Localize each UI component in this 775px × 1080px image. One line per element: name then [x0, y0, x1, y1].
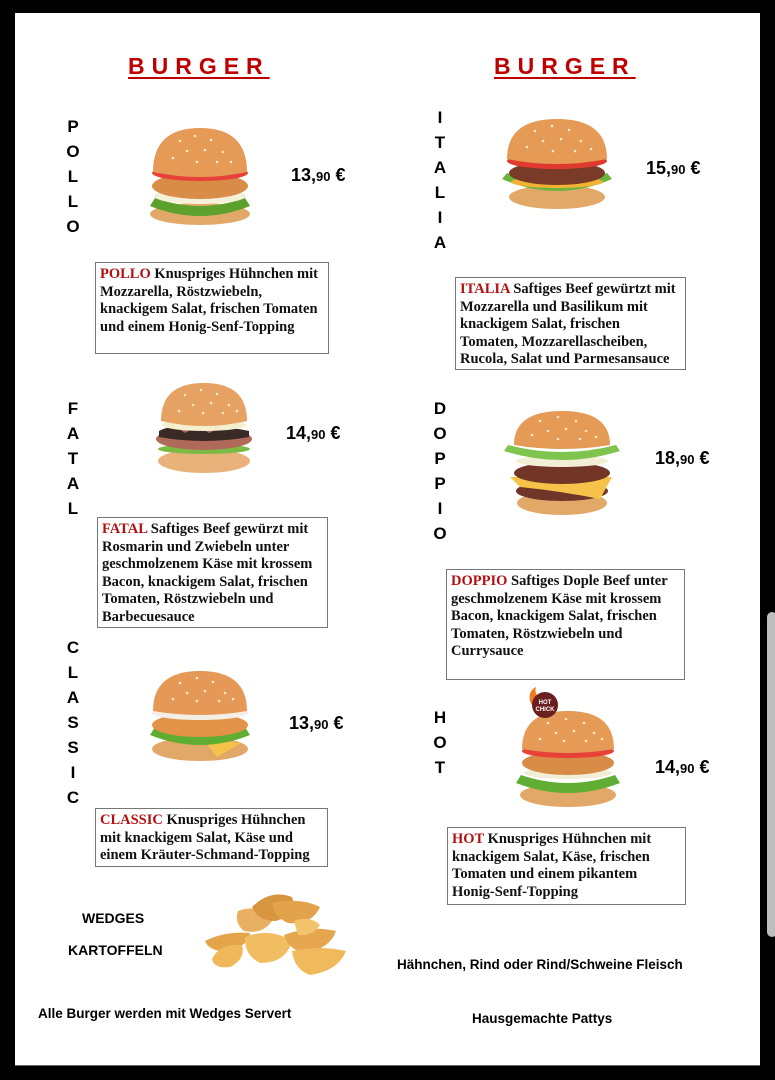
- letter: L: [67, 167, 79, 186]
- description-box-fatal: [97, 517, 328, 628]
- letter: S: [67, 738, 79, 757]
- description-text: Knuspriges Hühnchen mit knackigem Salat, Käse und einem Kräuter-Schmand-Topping: [100, 812, 310, 863]
- letter: O: [66, 217, 80, 236]
- description-text: Saftiges Dople Beef unter geschmolzenem Käse mit krossem Bacon, knackigem Salat, frischen Tomaten, Röstzwiebeln und Currysauce: [451, 573, 668, 659]
- price-main: 15,: [646, 158, 672, 178]
- price-cents: 90: [671, 162, 686, 177]
- bacon-burger-icon: [153, 381, 255, 476]
- homemade-patties-note: Hausgemachte Pattys: [472, 1011, 613, 1026]
- served-with-wedges-note: Alle Burger werden mit Wedges Servert: [38, 1006, 292, 1021]
- menu-page: [15, 13, 760, 1066]
- letter: P: [434, 474, 446, 493]
- description-text: Saftiges Beef gewürtzt mit Mozzarella und Basilikum mit knackigem Salat, frischen Tomaten, Mozzarellascheiben, Rucola, Salat und Parmesansauce: [460, 281, 676, 367]
- description-box-classic: [95, 808, 328, 867]
- vertical-name-pollo: [63, 114, 83, 239]
- letter: I: [437, 108, 443, 127]
- description-name: FATAL: [102, 521, 148, 537]
- letter: S: [67, 713, 79, 732]
- price-classic: [289, 713, 344, 734]
- beef-burger-icon: [497, 117, 617, 212]
- letter: A: [433, 158, 447, 177]
- price-pollo: [291, 165, 346, 186]
- column-heading-left: BURGER: [128, 53, 270, 79]
- letter: P: [434, 449, 446, 468]
- letter: O: [433, 424, 447, 443]
- description-name: HOT: [452, 831, 484, 847]
- wedges-label-line1: WEDGES: [82, 910, 145, 926]
- currency: €: [690, 158, 701, 178]
- letter: T: [67, 449, 79, 468]
- letter: A: [433, 233, 447, 252]
- price-cents: 90: [314, 717, 329, 732]
- currency: €: [699, 448, 710, 468]
- meat-type-note: Hähnchen, Rind oder Rind/Schweine Fleisch: [397, 957, 683, 972]
- letter: C: [66, 638, 80, 657]
- chicken-burger-icon: [145, 126, 255, 228]
- price-hot: [655, 757, 710, 778]
- letter: L: [434, 183, 446, 202]
- letter: H: [433, 708, 447, 727]
- vertical-name-fatal: [63, 396, 83, 521]
- description-box-italia: [455, 277, 686, 370]
- column-heading-right: BURGER: [494, 53, 636, 79]
- description-name: ITALIA: [460, 281, 510, 297]
- letter: C: [66, 788, 80, 807]
- description-box-doppio: [446, 569, 685, 680]
- price-main: 13,: [289, 713, 315, 733]
- vertical-name-hot: [430, 705, 450, 780]
- description-text: Knuspriges Hühnchen mit Mozzarella, Röstzwiebeln, knackigem Salat, frischen Tomaten und einem Honig-Senf-Topping: [100, 266, 318, 335]
- letter: P: [67, 117, 79, 136]
- price-doppio: [655, 448, 710, 469]
- vertical-name-italia: [430, 105, 450, 255]
- letter: A: [66, 424, 80, 443]
- price-cents: 90: [316, 169, 331, 184]
- price-fatal: [286, 423, 341, 444]
- letter: I: [437, 208, 443, 227]
- letter: I: [437, 499, 443, 518]
- description-text: Saftiges Beef gewürzt mit Rosmarin und Zwiebeln unter geschmolzenem Käse mit krossem Bacon, knackigem Salat, frischen Tomaten, Röstzwiebeln und Barbecuesauce: [102, 521, 313, 625]
- currency: €: [333, 713, 344, 733]
- letter: T: [434, 758, 446, 777]
- letter: A: [66, 688, 80, 707]
- hot-chick-burger-icon: [508, 687, 623, 812]
- description-text: Knuspriges Hühnchen mit knackigem Salat, Käse, frischen Tomaten und einem pikantem Honig-Senf-Topping: [452, 831, 652, 900]
- letter: O: [433, 733, 447, 752]
- price-cents: 90: [680, 452, 695, 467]
- letter: L: [67, 499, 79, 518]
- badge-text-bottom: CHICK: [535, 707, 555, 713]
- currency: €: [330, 423, 341, 443]
- description-box-pollo: [95, 262, 329, 354]
- currency: €: [335, 165, 346, 185]
- letter: L: [67, 663, 79, 682]
- description-box-hot: [447, 827, 686, 905]
- letter: T: [434, 133, 446, 152]
- description-name: CLASSIC: [100, 812, 163, 828]
- letter: A: [66, 474, 80, 493]
- letter: F: [67, 399, 79, 418]
- double-burger-icon: [500, 407, 625, 519]
- letter: L: [67, 192, 79, 211]
- description-name: DOPPIO: [451, 573, 508, 589]
- price-cents: 90: [311, 427, 326, 442]
- price-main: 13,: [291, 165, 317, 185]
- vertical-name-classic: [63, 635, 83, 810]
- price-cents: 90: [680, 761, 695, 776]
- letter: O: [66, 142, 80, 161]
- price-main: 18,: [655, 448, 681, 468]
- letter: D: [433, 399, 447, 418]
- letter: O: [433, 524, 447, 543]
- price-main: 14,: [655, 757, 681, 777]
- classic-burger-icon: [145, 669, 255, 764]
- vertical-name-doppio: [430, 396, 450, 546]
- wedges-label-line2: KARTOFFELN: [68, 942, 163, 958]
- price-main: 14,: [286, 423, 312, 443]
- badge-text-top: HOT: [538, 700, 552, 706]
- scrollbar-thumb[interactable]: [767, 612, 775, 937]
- currency: €: [699, 757, 710, 777]
- potato-wedges-icon: [200, 891, 350, 981]
- letter: I: [70, 763, 76, 782]
- description-name: POLLO: [100, 266, 151, 282]
- price-italia: [646, 158, 701, 179]
